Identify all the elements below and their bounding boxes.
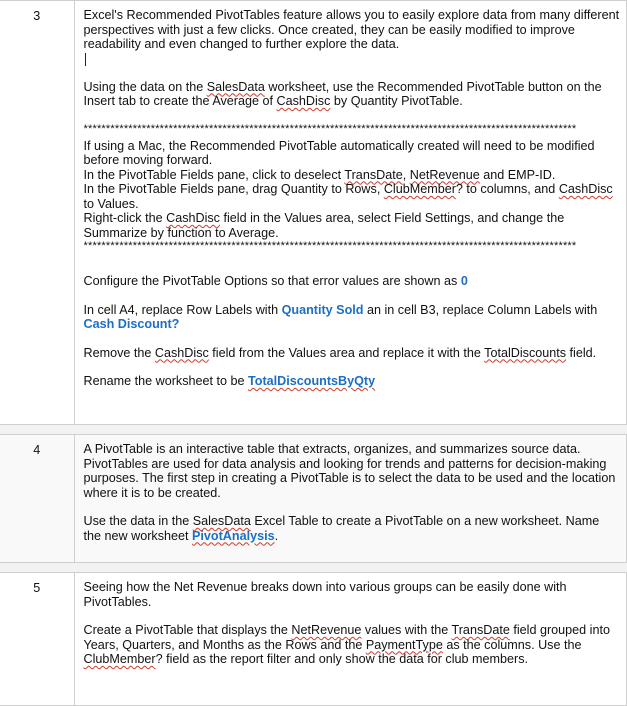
instruction-replace-labels: In cell A4, replace Row Labels with Quantity Sold an in cell B3, replace Column Labels with Cash Discount?: [83, 302, 598, 331]
step-row-4: [0, 435, 627, 563]
step-number: 4: [0, 435, 74, 563]
mac-note: If using a Mac, the Recommended PivotTable automatically created will need to be modified before moving forward.: [83, 138, 595, 167]
step-row-3: [0, 1, 627, 425]
instruction-replace-field: Remove the CashDisc field from the Values area and replace it with the TotalDiscounts field.: [83, 345, 597, 360]
instruction-recommended-pivot: Using the data on the SalesData worksheet, use the Recommended PivotTable button on the Insert tab to create the Average of CashDisc by Quantity PivotTable.: [83, 79, 602, 108]
row-spacer: [0, 425, 627, 435]
text-cursor: [85, 53, 86, 66]
step-intro: Seeing how the Net Revenue breaks down into various groups can be easily done with PivotTables.: [83, 580, 567, 609]
row-spacer: [0, 563, 627, 573]
instruction-error-values: Configure the PivotTable Options so that error values are shown as 0: [83, 274, 468, 288]
separator-stars: **************************************************************************************************************: [83, 240, 577, 252]
instruction-rename-worksheet: Rename the worksheet to be TotalDiscountsByQty: [83, 374, 376, 388]
mac-step-deselect: In the PivotTable Fields pane, click to deselect TransDate, NetRevenue and EMP-ID.: [83, 167, 556, 182]
step-intro: A PivotTable is an interactive table that extracts, organizes, and summarizes source data. PivotTables are used for data analysis and looking for trends and patterns for decision-making purposes. The first step in creating a PivotTable is to select the data to be used and the location where it is to be created.: [83, 442, 616, 500]
instruction-net-revenue-pivot: Create a PivotTable that displays the NetRevenue values with the TransDate field grouped into Years, Quarters, and Months as the Rows and the PaymentType as the columns. Use the ClubMember? field as the report filter and only show the data for club members.: [83, 623, 610, 666]
mac-step-drag: In the PivotTable Fields pane, drag Quantity to Rows, ClubMember? to columns, and CashDisc to Values.: [83, 182, 613, 211]
step-row-5: [0, 573, 627, 706]
step-content[interactable]: [74, 435, 627, 563]
step-number: 5: [0, 573, 74, 706]
step-intro: Excel's Recommended PivotTables feature allows you to easily explore data from many different perspectives with just a few clicks. Once created, they can be easily modified to improve readability and even changed to further explore the data.: [83, 8, 620, 51]
mac-step-summarize: Right-click the CashDisc field in the Values area, select Field Settings, and change the Summarize by function to Average.: [83, 211, 565, 240]
step-content[interactable]: [74, 1, 627, 425]
separator-stars: **************************************************************************************************************: [83, 122, 577, 135]
step-number: 3: [0, 1, 74, 425]
instruction-create-pivot: Use the data in the SalesData Excel Table to create a PivotTable on a new worksheet. Name the new worksheet PivotAnalysis.: [83, 514, 600, 543]
step-content[interactable]: [74, 573, 627, 706]
